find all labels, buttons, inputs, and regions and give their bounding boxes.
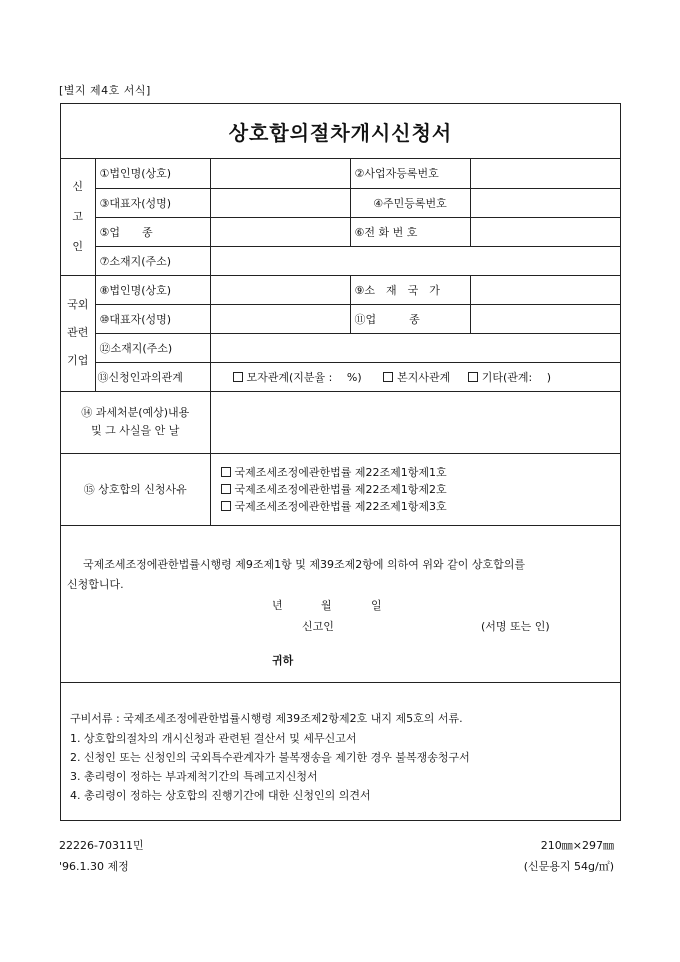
tax-label-line-1: ⑭ 과세처분(예상)내용	[81, 406, 190, 419]
applicant-business-label: ⑤업 종	[95, 217, 210, 246]
foreign-address-label: ⑫소재지(주소)	[95, 333, 210, 362]
attachment-item-2: 2. 신청인 또는 신청인의 국외특수관계자가 불복쟁송을 제기한 경우 불복쟁송청구서	[70, 751, 470, 764]
checkbox-icon[interactable]	[221, 467, 231, 477]
foreign-corp-name-field[interactable]	[210, 275, 350, 304]
foreign-row-2	[61, 304, 620, 333]
footer-code: 22226-70311민	[59, 839, 144, 852]
attachments-header: 구비서류 : 국제조세조정에관한법률시행령 제39조제2항제2호 내지 제5호의 서류.	[70, 712, 463, 725]
applicant-phone-field[interactable]	[470, 217, 620, 246]
applicant-row-1	[61, 159, 620, 188]
applicant-biz-reg-label: ②사업자등록번호	[350, 159, 470, 188]
applicant-resident-label: ④주민등록번호	[350, 188, 470, 217]
applicant-corp-name-field[interactable]	[210, 159, 350, 188]
checkbox-icon[interactable]	[468, 372, 478, 382]
declaration-text-1: 국제조세조정에관한법률시행령 제9조제1항 및 제39조제2항에 의하여 위와 같이 상호합의를	[83, 558, 526, 571]
foreign-rep-label: ⑩대표자(성명)	[95, 304, 210, 333]
applicant-char-2: 고	[72, 209, 84, 223]
relation-option-other[interactable]: 기타(관계: )	[468, 371, 551, 384]
date-month-label: 월	[321, 599, 332, 612]
foreign-line-3: 기업	[67, 354, 89, 367]
applicant-resident-field[interactable]	[470, 188, 620, 217]
applicant-group-label	[61, 159, 95, 275]
form-frame	[60, 103, 621, 821]
footer-paper: (신문용지 54g/㎡)	[523, 860, 614, 873]
foreign-row-1	[61, 275, 620, 304]
attachment-item-3: 3. 총리령이 정하는 부과제척기간의 특례고지신청서	[70, 770, 318, 783]
applicant-business-field[interactable]	[210, 217, 350, 246]
attachment-item-4: 4. 총리령이 정하는 상호합의 진행기간에 대한 신청인의 의견서	[70, 789, 371, 802]
foreign-corp-name-label: ⑧법인명(상호)	[95, 275, 210, 304]
foreign-country-label: ⑨소 재 국 가	[350, 275, 470, 304]
foreign-relation-label: ⑬신청인과의관계	[95, 362, 210, 391]
foreign-line-2: 관련	[67, 326, 89, 339]
foreign-relation-options	[210, 362, 620, 391]
reason-label: ⑮ 상호합의 신청사유	[61, 453, 210, 525]
applicant-phone-label: ⑥전 화 번 호	[350, 217, 470, 246]
foreign-address-field[interactable]	[210, 333, 620, 362]
foreign-row-4	[61, 362, 620, 391]
footer-date: '96.1.30 제정	[59, 860, 129, 873]
signature-label[interactable]: (서명 또는 인)	[481, 620, 550, 633]
foreign-rep-field[interactable]	[210, 304, 350, 333]
addressee-label: 귀하	[272, 654, 294, 667]
reason-option-2[interactable]: 국제조세조정에관한법률 제22조제1항제2호	[221, 481, 617, 498]
checkbox-icon[interactable]	[221, 484, 231, 494]
foreign-line-1: 국외	[67, 298, 89, 311]
date-year-label: 년	[272, 599, 283, 612]
applicant-address-label: ⑦소재지(주소)	[95, 246, 210, 275]
footer-size: 210㎜×297㎜	[540, 839, 614, 852]
applicant-row-4	[61, 246, 620, 275]
checkbox-icon[interactable]	[221, 501, 231, 511]
applicant-address-field[interactable]	[210, 246, 620, 275]
applicant-char-3: 인	[72, 239, 84, 253]
applicant-rep-field[interactable]	[210, 188, 350, 217]
foreign-business-field[interactable]	[470, 304, 620, 333]
attachment-item-1: 1. 상호합의절차의 개시신청과 관련된 결산서 및 세무신고서	[70, 732, 357, 745]
form-number-label: [별지 제4호 서식]	[59, 84, 151, 97]
tax-label	[61, 391, 210, 453]
applicant-corp-name-label: ①법인명(상호)	[95, 159, 210, 188]
form-title: 상호합의절차개시신청서	[228, 120, 453, 145]
tax-field[interactable]	[210, 391, 620, 453]
applicant-biz-reg-field[interactable]	[470, 159, 620, 188]
foreign-group-label	[61, 275, 95, 391]
applicant-row-3	[61, 217, 620, 246]
checkbox-icon[interactable]	[233, 372, 243, 382]
applicant-sign-label: 신고인	[302, 620, 334, 633]
tax-label-line-2: 및 그 사실을 안 날	[91, 424, 180, 437]
foreign-business-label: ⑪업 종	[350, 304, 470, 333]
tax-row	[61, 391, 620, 453]
declaration-section	[61, 541, 620, 683]
relation-option-parent[interactable]: 모자관계(지분율 : %)	[233, 371, 362, 384]
date-day-label: 일	[371, 599, 382, 612]
foreign-row-3	[61, 333, 620, 362]
reason-option-3[interactable]: 국제조세조정에관한법률 제22조제1항제3호	[221, 498, 617, 515]
foreign-country-field[interactable]	[470, 275, 620, 304]
reason-options	[210, 453, 620, 525]
relation-option-branch[interactable]: 본지사관계	[383, 371, 450, 384]
applicant-char-1: 신	[72, 179, 84, 193]
reason-row	[61, 453, 620, 525]
applicant-rep-label: ③대표자(성명)	[95, 188, 210, 217]
info-table	[61, 159, 620, 526]
reason-option-1[interactable]: 국제조세조정에관한법률 제22조제1항제1호	[221, 464, 617, 481]
declaration-text-2: 신청합니다.	[67, 578, 124, 591]
checkbox-icon[interactable]	[383, 372, 393, 382]
applicant-row-2	[61, 188, 620, 217]
title-bar	[61, 104, 620, 159]
